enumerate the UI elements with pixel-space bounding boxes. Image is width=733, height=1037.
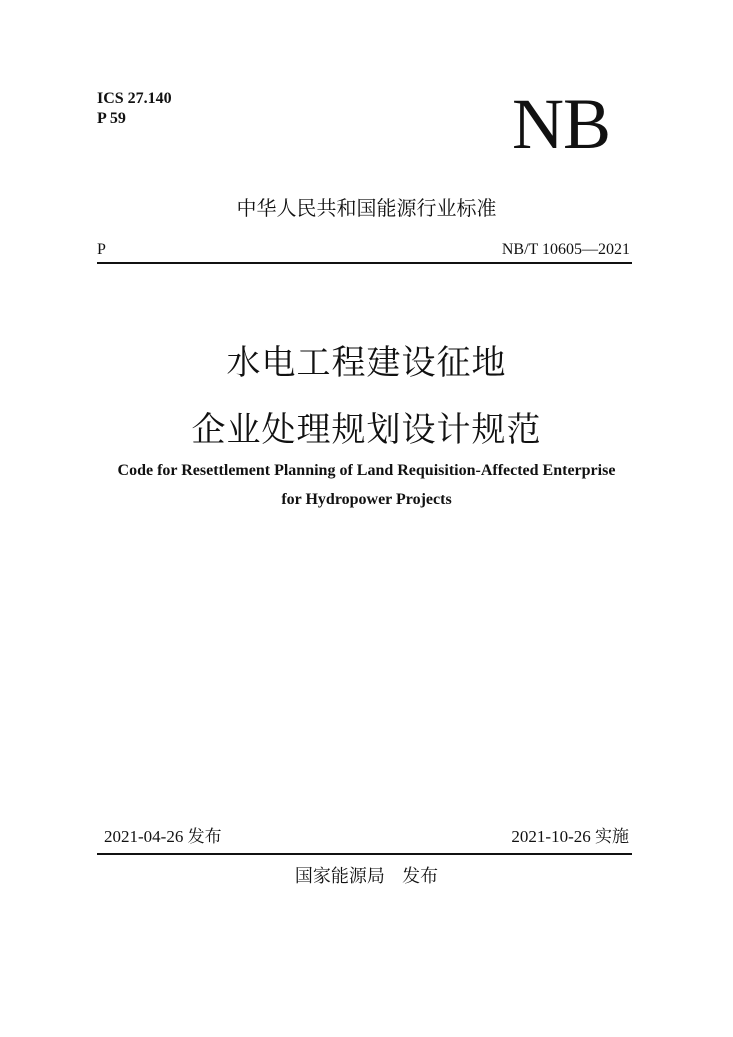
title-chinese-line-2: 企业处理规划设计规范: [191, 410, 542, 450]
implementation-date: [511, 826, 629, 848]
title-english-line-1: Code for Resettlement Planning of Land Requisition-Affected Enterprise: [117, 462, 616, 479]
ccs-code: P 59: [97, 110, 126, 127]
title-chinese-line-1: 水电工程建设征地: [226, 343, 507, 383]
issuing-authority-title: 中华人民共和国能源行业标准: [236, 196, 497, 220]
standard-number: NB/T 10605—2021: [501, 241, 630, 258]
issue-date-label: 发布: [187, 827, 222, 847]
header-divider: [97, 262, 632, 264]
title-english-line-2: for Hydropower Projects: [281, 491, 452, 508]
classification-letter: P: [97, 241, 106, 258]
implementation-date-value: 2021-10-26: [511, 827, 591, 846]
publisher: [0, 865, 733, 889]
classification-codes: [97, 89, 172, 129]
footer-divider: [97, 853, 632, 855]
issue-date-value: 2021-04-26: [104, 827, 184, 846]
publisher-action: 发布: [402, 866, 439, 887]
issue-date: [104, 826, 222, 848]
ics-code: ICS 27.140: [97, 90, 172, 107]
standard-mark: NB: [512, 84, 611, 164]
implementation-date-label: 实施: [595, 827, 629, 847]
publisher-name: 国家能源局: [294, 866, 385, 887]
